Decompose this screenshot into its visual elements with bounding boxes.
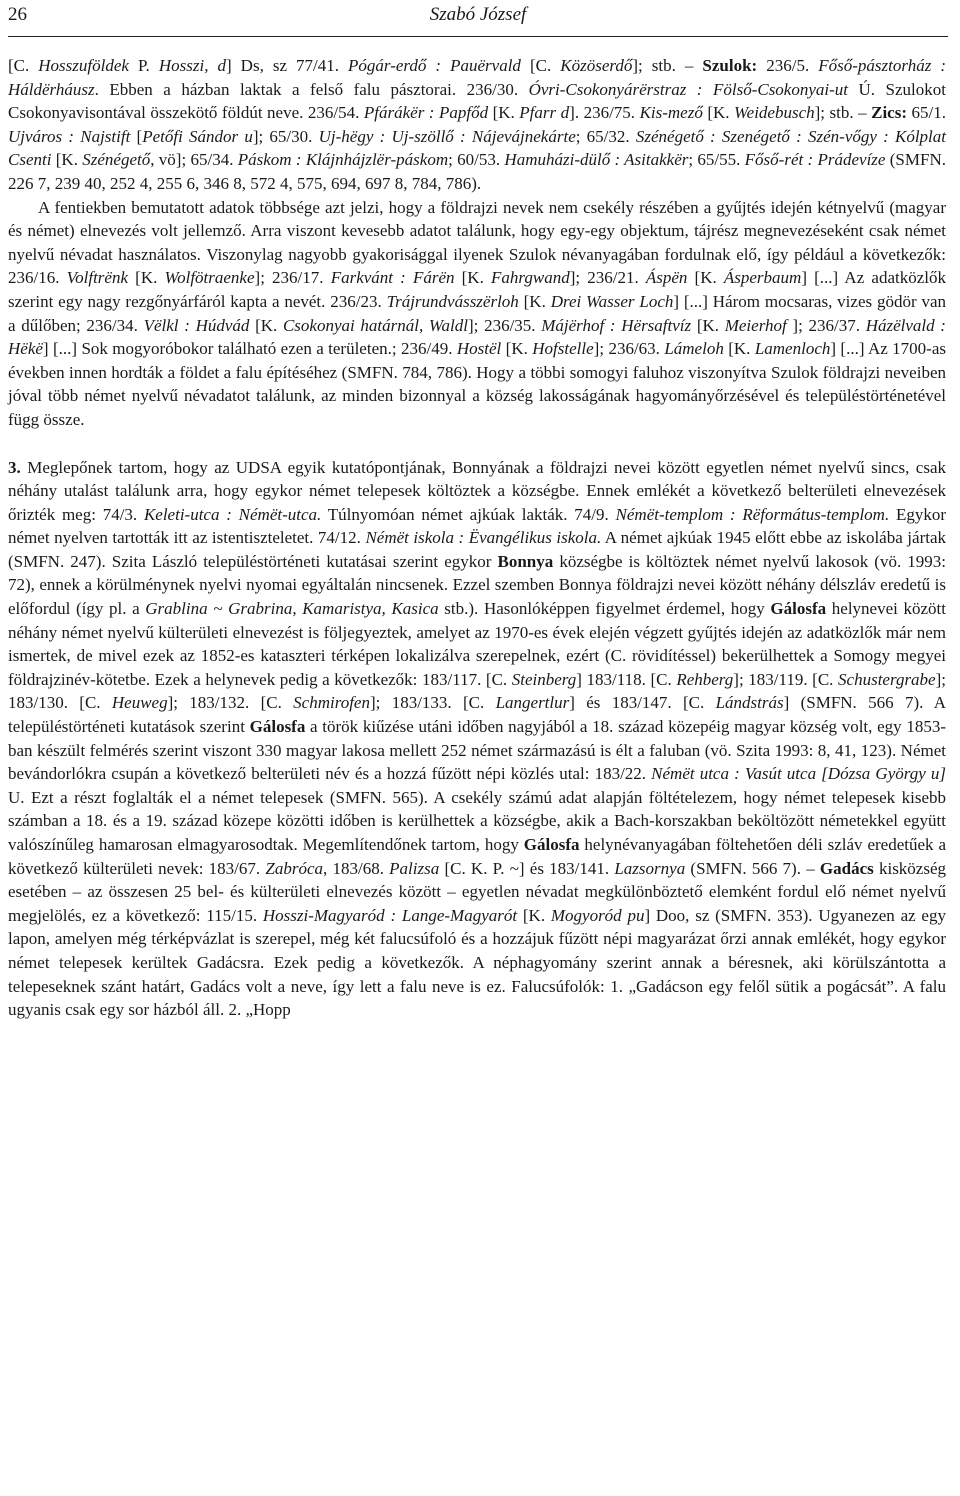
italic-text: Hosszi-Magyaród : Lange-Magyarót — [262, 905, 518, 925]
italic-text: Kis-mező — [639, 103, 703, 123]
italic-text: Pfárákër : Papfőd — [363, 103, 489, 123]
italic-text: Ásperbaum — [723, 268, 802, 288]
italic-text: Páskom : Klájnhájzlër-páskom — [237, 150, 449, 170]
text-run: ]; 236/63. — [593, 339, 665, 359]
body-text — [8, 54, 946, 1492]
running-head-author: Szabó József — [429, 4, 527, 25]
italic-text: Rehberg — [676, 669, 734, 689]
text-run: ]; 236/37. — [786, 315, 866, 335]
italic-text: Hosszi, d — [158, 56, 226, 75]
italic-text: Hostël — [456, 339, 502, 359]
text-run: ] Ds, sz 77/41. — [225, 56, 349, 75]
text-run: ] 183/118. [C. — [576, 669, 677, 689]
text-run: , 183/68. — [323, 858, 390, 878]
bold-text: 3. — [8, 457, 21, 477]
text-run: ; 65/55. — [688, 150, 745, 170]
text-run: ]; 236/35. — [467, 315, 542, 335]
paragraph-p2 — [8, 196, 946, 432]
text-run: ]; stb. – — [814, 103, 872, 123]
text-run: [C. — [520, 56, 561, 75]
page-header — [8, 0, 948, 34]
italic-text: Vëlkl : Húdvád — [143, 315, 250, 335]
text-run: ]; 236/21. — [569, 268, 646, 288]
text-run: [K. — [454, 268, 491, 288]
italic-text: Némët utca : Vasút utca [Dózsa György u] — [651, 764, 946, 784]
text-run: ]; 236/17. — [254, 268, 331, 288]
text-run: ]; 183/132. [C. — [167, 693, 294, 713]
italic-text: Schustergrabe — [838, 669, 936, 689]
text-run: [K. — [501, 339, 533, 359]
italic-text: Szénégető : Szenégető : Szén-vőgy : Kólplat Csenti — [8, 126, 947, 170]
italic-text: Volftrënk — [66, 268, 129, 288]
italic-text: Petőfi Sándor u — [142, 126, 253, 146]
text-run: [K. — [249, 315, 283, 335]
text-run: [K. — [691, 315, 725, 335]
bold-text: Szulok: — [702, 56, 758, 75]
italic-text: Lazsornya — [614, 858, 686, 878]
text-run: U. Ezt a részt foglalták el a német telepesek (SMFN. 565). A csekély számú adat alapján föltételezem, hogy német telepesek kisebb számban a 18. és a 19. század közepe közötti időben is kerülhettek a községbe, akik a Bach-korszakban beköltözött németekkel együtt valószínűleg hamarosan elmagyarosodtak. Megemlítendőnek tartom, hogy — [8, 787, 946, 854]
text-run: ]; 183/130. [C. — [8, 669, 946, 713]
italic-text: Szénégető — [82, 150, 151, 170]
italic-text: Lándstrás — [715, 693, 784, 713]
italic-text: Lamenloch — [754, 339, 831, 359]
text-run: [C. K. P. ~] és 183/141. — [439, 858, 615, 878]
text-run: ; 65/32. — [575, 126, 636, 146]
text-run: ]; 183/133. [C. — [369, 693, 496, 713]
text-run: stb.). Hasonlóképpen figyelmet érdemel, hogy — [438, 599, 771, 619]
italic-text: Lámeloh — [664, 339, 724, 359]
text-run: (SMFN. 566 7). – — [685, 858, 820, 878]
text-run: 65/1. — [907, 103, 946, 123]
text-run: P. — [128, 56, 159, 75]
italic-text: Hamuházi-dülő : Asitakkër — [504, 150, 689, 170]
text-run: helynevei között néhány német nyelvű külterületi elnevezést is följegyeztek, amelyet az 1970-es évek elején végzett gyűjtés idején az adatközlők már nem ismertek, de mivel ezek az 1852-es kataszteri térképen lokalizálva szerepelnek, ezért (C. rövidítéssel) bekerülhettek a Somogy megyei földrajzinév-kötetbe. Ezek a helynevek pedig a következők: 183/117. [C. — [8, 599, 946, 689]
paragraph-p3 — [8, 456, 946, 1022]
italic-text: Közöserdő — [560, 56, 633, 75]
text-run: 236/5. — [757, 56, 819, 75]
text-run: ]; stb. – — [632, 56, 703, 75]
text-run: ] (SMFN. 566 7). A településtörténeti kutatások szerint — [8, 693, 947, 737]
text-run: ]. 236/75. — [569, 103, 640, 123]
text-run: ] [...] Három mocsaras, vizes gödör van a dűlőben; 236/34. — [8, 291, 946, 335]
italic-text: Steinberg — [511, 669, 577, 689]
italic-text: Fahrgwand — [490, 268, 570, 288]
text-run: [K. — [723, 339, 755, 359]
text-run: , vö]; 65/34. — [150, 150, 238, 170]
italic-text: Pfarr d — [519, 103, 570, 123]
italic-text: Hosszuföldek — [38, 56, 129, 75]
text-run: ] és 183/147. [C. — [569, 693, 716, 713]
italic-text: Némët iskola : Ëvangélikus iskola. — [365, 528, 602, 548]
page-number: 26 — [8, 4, 27, 25]
italic-text: Uj-hëgy : Uj-szöllő : Nájevájnekárte — [318, 126, 576, 146]
bold-text: Gálosfa — [249, 717, 306, 737]
text-run: . Ebben a házban laktak a felső falu pásztorai. 236/30. — [94, 79, 529, 99]
italic-text: Csokonyai határnál, Waldl — [282, 315, 468, 335]
text-run: [K. — [488, 103, 520, 123]
text-run: ] [...] Az 1700-as években innen hordták a földet a falu építéséhez (SMFN. 784, 786). Hogy a többi somogyi faluhoz viszonyítva Szulok földrajzi neveiben jóval több német nyelvű névadatot találunk, az minden bizonnyal a község lakosságának hagyományőrzésével és településtörténetével függ össze. — [8, 339, 946, 429]
text-run: helynévanyagában föltehetően déli szláv eredetűek a következő külterületi nevek: 183/67. — [8, 835, 946, 878]
header-rule — [8, 36, 948, 37]
italic-text: Némët-templom : Rëformátus-templom. — [615, 504, 890, 524]
italic-text: Főső-pásztorház : Háldërháusz — [8, 56, 946, 99]
text-run: [K. — [517, 905, 551, 925]
text-run: (SMFN. 226 7, 239 40, 252 4, 255 6, 346 8, 572 4, 575, 694, 697 8, 784, 786). — [8, 150, 946, 193]
text-run: Túlnyomóan német ajkúak lakták. 74/9. — [321, 504, 616, 524]
italic-text: Langertlur — [495, 693, 570, 713]
italic-text: Májërhof : Hërsaftvíz — [541, 315, 692, 335]
text-run: községbe is költöztek német nyelvű lakosok (vö. 1993: 72), ennek a körülménynek nyelvi nyomai egyáltalán nincsenek. Ezzel szemben Bonnya földrajzi nevei között néhány délszláv eredetű is előfordul (így pl. a — [8, 551, 946, 619]
italic-text: Ujváros : Najstift — [8, 126, 131, 146]
text-run: a török kiűzése utáni időben nagyjából a 18. század közepéig magyar község volt, egy 1853-ban készült felmérés szerint viszont 330 magyar lakosa mellett 252 német származású is élt a faluban (vö. Szita 1993: 8, 41, 123). Német bevándorlókra csupán a következő belterületi név és a hozzá fűzött népi közlés utal: 183/22. — [8, 717, 946, 784]
italic-text: Trájrundvásszërloh — [386, 291, 519, 311]
bold-text: Zics: — [871, 103, 908, 123]
italic-text: Zabróca — [265, 858, 324, 878]
text-run: [ — [130, 126, 143, 146]
italic-text: Grablina ~ Grabrina, Kamaristya, Kasica — [145, 599, 439, 619]
italic-text: Keleti-utca : Némët-utca. — [143, 504, 322, 524]
italic-text: Farkvánt : Fárën — [330, 268, 455, 288]
italic-text: Weidebusch — [734, 103, 815, 123]
text-run: [K. — [51, 150, 83, 170]
bold-text: Gálosfa — [770, 599, 827, 619]
italic-text: Pógár-erdő : Pauërvald — [348, 56, 521, 75]
text-run: [K. — [702, 103, 735, 123]
bold-text: Gadács — [819, 858, 874, 878]
text-run: ] Doo, sz (SMFN. 353). Ugyanezen az egy lapon, amelyen még térképvázlat is szerepel, még két falucsúfoló és a hozzájuk fűzött népi magyarázat őrzi annak emlékét, hogy egykor német telepesek kerültek Gadácsra. Ezek pedig a következők. A néphagyomány szerint annak a béresnek, aki körülszántotta a telepeseknek szánt határt, Gadács volt a neve, így lett a falu neve is ez. Falucsúfolók: 1. „Gadácson egy felől sütik a pogácsát”. A falu ugyanis csak egy sor házból áll. 2. „Hopp — [8, 905, 946, 1020]
italic-text: Áspën — [645, 268, 688, 288]
italic-text: Meierhof — [724, 315, 787, 335]
text-run: ] [...] Az adatközlők szerint egy nagy rezgőnyárfáról kapta a nevét. 236/23. — [8, 268, 946, 311]
bold-text: Bonnya — [497, 551, 554, 571]
italic-text: Házëlvald : Hëkë — [8, 315, 946, 359]
text-run: [K. — [128, 268, 165, 288]
text-run: [C. — [8, 56, 39, 75]
italic-text: Hofstelle — [532, 339, 594, 359]
text-run: ] [...] Sok mogyoróbokor található ezen a területen.; 236/49. — [42, 339, 457, 359]
text-run: kisközség esetében – az összesen 25 bel- és külterületi elnevezés között – egyetlen névadat megkülönböztető elemként fordul elő német nyelvű megjelölés, ez a következő: 115/15. — [8, 858, 947, 925]
italic-text: Mogyoród pu — [550, 905, 645, 925]
italic-text: Drei Wasser Loch — [550, 291, 674, 311]
text-run: Egykor német nyelven tartották itt az istentiszteletet. 74/12. — [8, 504, 947, 548]
text-run: A fentiekben bemutatott adatok többsége azt jelzi, hogy a földrajzi nevek nem csekély részében a gyűjtés idején kétnyelvű (magyar és német) elnevezés volt jellemző. Arra viszont kevesebb adatot találunk, hogy egy-egy objektum, tájrész megnevezéseként csak német nyelvű névadat használatos. Viszonylag nagyobb gyakorisággal ilyenek Szulok névanyagában fordulnak elő, így például a következők: 236/16. — [8, 197, 946, 288]
text-run: ]; 183/119. [C. — [733, 669, 839, 689]
italic-text: Főső-rét : Prádevíze — [744, 150, 886, 170]
italic-text: Heuweg — [111, 693, 168, 713]
text-run: Meglepőnek tartom, hogy az UDSA egyik kutatópontjának, Bonnyának a földrajzi nevei között egyetlen német nyelvű sincs, csak néhány utalást találunk arra, hogy egykor német telepesek költöztek a községbe. Ennek emlékét a következő belterületi elnevezések őrizték meg: 74/3. — [8, 457, 946, 524]
text-run: ; 60/53. — [448, 150, 505, 170]
italic-text: Óvri-Csokonyárërstraz : Fölső-Csokonyai-ut — [528, 79, 849, 99]
italic-text: Palizsa — [389, 858, 440, 878]
text-run: ]; 65/30. — [252, 126, 319, 146]
bold-text: Gálosfa — [523, 835, 580, 854]
text-run: [K. — [687, 268, 724, 288]
italic-text: Wolfötraenke — [164, 268, 255, 288]
paragraph-p1 — [8, 54, 946, 196]
text-run: [K. — [518, 291, 551, 311]
italic-text: Schmirofen — [293, 693, 370, 713]
text-run: Ú. Szulokot Csokonyavisontával összekötő földút neve. 236/54. — [8, 79, 946, 123]
text-run: A német ajkúak 1945 előtt ebbe az iskolába jártak (SMFN. 247). Szita László településtörténeti kutatásai szerint egykor — [8, 528, 946, 571]
